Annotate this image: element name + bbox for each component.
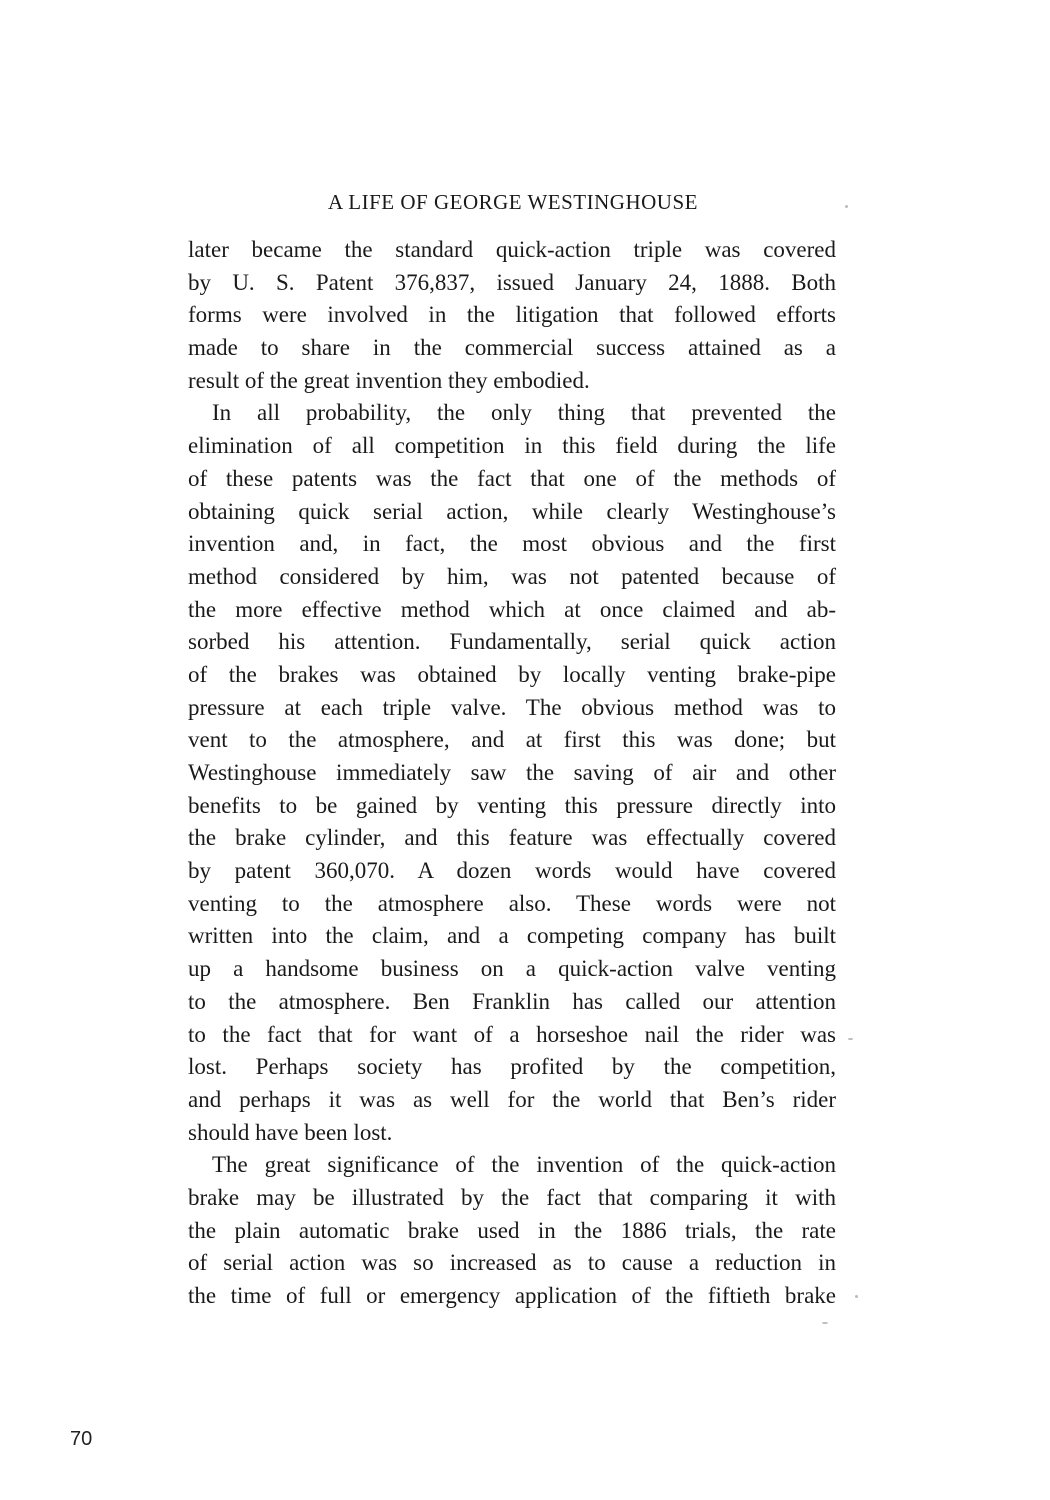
body-text: [188, 234, 836, 1313]
page-number: 70: [70, 1428, 93, 1450]
text-line: The great significance of the invention of the quick-action: [212, 1152, 836, 1178]
text-line: invention and, in fact, the most obvious and the first: [188, 531, 836, 557]
text-line: method considered by him, was not patented because of: [188, 563, 836, 589]
text-line: venting to the atmosphere also. These words were not: [188, 890, 836, 916]
text-line: of the brakes was obtained by locally venting brake-pipe: [188, 661, 836, 687]
text-line: by U. S. Patent 376,837, issued January 24, 1888. Both: [188, 269, 836, 295]
text-line: obtaining quick serial action, while clearly Westinghouse’s: [188, 498, 836, 524]
text-line: result of the great invention they embodied.: [188, 367, 590, 393]
text-line: the time of full or emergency application of the fiftieth brake: [188, 1283, 836, 1308]
text-line: of these patents was the fact that one of the methods of: [188, 465, 836, 491]
text-line: vent to the atmosphere, and at first this was done; but: [188, 727, 836, 753]
scan-speck: [855, 1295, 858, 1298]
text-line: forms were involved in the litigation that followed efforts: [188, 302, 836, 328]
text-line: the more effective method which at once claimed and ab-: [188, 596, 836, 622]
text-line: benefits to be gained by venting this pressure directly into: [188, 792, 836, 818]
text-line: to the atmosphere. Ben Franklin has called our attention: [188, 988, 836, 1014]
text-line: up a handsome business on a quick-action valve venting: [188, 956, 836, 982]
text-line: sorbed his attention. Fundamentally, serial quick action: [188, 629, 836, 655]
text-line: later became the standard quick-action triple was covered: [188, 237, 836, 262]
paragraph-2: [188, 397, 836, 1149]
text-line: should have been lost.: [188, 1119, 393, 1145]
scan-speck: [845, 205, 848, 208]
scan-speck: [822, 1322, 828, 1324]
text-line: made to share in the commercial success attained as a: [188, 335, 836, 361]
text-line: elimination of all competition in this field during the life: [188, 433, 836, 459]
scan-speck: [848, 1038, 853, 1040]
text-line: by patent 360,070. A dozen words would have covered: [188, 858, 836, 884]
text-line: of serial action was so increased as to cause a reduction in: [188, 1250, 836, 1276]
text-line: the brake cylinder, and this feature was effectually covered: [188, 825, 836, 851]
text-line: written into the claim, and a competing company has built: [188, 923, 836, 949]
paragraph-3: [188, 1149, 836, 1312]
text-line: Westinghouse immediately saw the saving of air and other: [188, 760, 836, 785]
text-line: In all probability, the only thing that prevented the: [212, 400, 836, 426]
text-line: lost. Perhaps society has profited by the competition,: [188, 1054, 836, 1080]
running-head: A LIFE OF GEORGE WESTINGHOUSE: [328, 190, 698, 214]
text-line: the plain automatic brake used in the 1886 trials, the rate: [188, 1217, 836, 1243]
text-line: pressure at each triple valve. The obvious method was to: [188, 694, 836, 720]
paragraph-1: [188, 234, 836, 397]
text-line: brake may be illustrated by the fact that comparing it with: [188, 1184, 836, 1210]
text-line: to the fact that for want of a horseshoe nail the rider was: [188, 1021, 836, 1047]
text-line: and perhaps it was as well for the world that Ben’s rider: [188, 1086, 836, 1112]
